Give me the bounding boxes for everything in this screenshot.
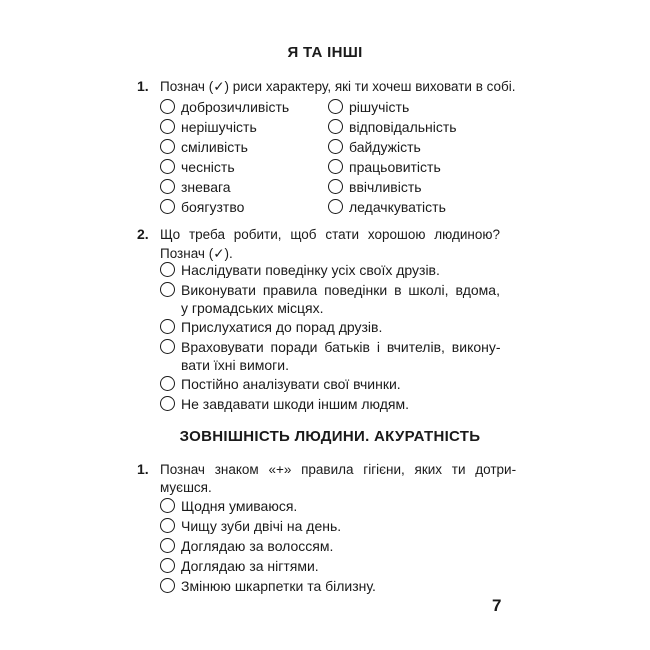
checkbox-circle-icon[interactable] xyxy=(160,159,175,174)
checkbox-circle-icon[interactable] xyxy=(328,199,343,214)
checkbox-circle-icon[interactable] xyxy=(160,319,175,334)
checkbox-circle-icon[interactable] xyxy=(160,538,175,553)
checkbox-circle-icon[interactable] xyxy=(160,99,175,114)
option-laziness[interactable]: ледачкуватість xyxy=(328,197,446,217)
option-follow-rules[interactable]: Виконувати правила поведінки в школі, вдома, xyxy=(160,280,500,300)
option-courage[interactable]: сміливість xyxy=(160,137,248,157)
option-honesty[interactable]: чесність xyxy=(160,157,235,177)
option-imitate-friends[interactable]: Наслідувати поведінку усіх своїх друзів. xyxy=(160,260,440,280)
checkbox-circle-icon[interactable] xyxy=(160,518,175,533)
option-hair-care[interactable]: Доглядаю за волоссям. xyxy=(160,536,333,556)
checkbox-circle-icon[interactable] xyxy=(328,159,343,174)
checkbox-circle-icon[interactable] xyxy=(328,119,343,134)
checkbox-circle-icon[interactable] xyxy=(160,578,175,593)
option-listen-friends[interactable]: Прислухатися до порад друзів. xyxy=(160,317,382,337)
option-contempt[interactable]: зневага xyxy=(160,177,231,197)
checkbox-circle-icon[interactable] xyxy=(160,339,175,354)
option-do-no-harm[interactable]: Не завдавати шкоди іншим людям. xyxy=(160,394,409,414)
question-text-line: Познач (✓). xyxy=(160,246,233,261)
checkbox-circle-icon[interactable] xyxy=(328,99,343,114)
checkbox-circle-icon[interactable] xyxy=(328,179,343,194)
checkbox-circle-icon[interactable] xyxy=(160,558,175,573)
option-responsibility[interactable]: відповідальність xyxy=(328,117,457,137)
checkbox-circle-icon[interactable] xyxy=(160,396,175,411)
question-number: 2. xyxy=(137,226,149,242)
option-politeness[interactable]: ввічливість xyxy=(328,177,422,197)
option-brush-teeth[interactable]: Чищу зуби двічі на день. xyxy=(160,516,341,536)
question-number: 1. xyxy=(137,78,149,94)
question-text-line: Познач знаком «+» правила гігієни, яких ти дотри- xyxy=(160,462,517,477)
checkbox-circle-icon[interactable] xyxy=(160,179,175,194)
option-nail-care[interactable]: Доглядаю за нігтями. xyxy=(160,556,319,576)
option-wash-daily[interactable]: Щодня умиваюся. xyxy=(160,496,297,516)
section-title-appearance-neatness: ЗОВНІШНІСТЬ ЛЮДИНИ. АКУРАТНІСТЬ xyxy=(179,428,481,445)
option-kindness[interactable]: доброзичливість xyxy=(160,97,289,117)
option-cowardice[interactable]: боягузтво xyxy=(160,197,244,217)
checkbox-circle-icon[interactable] xyxy=(160,498,175,513)
option-diligence[interactable]: працьовитість xyxy=(328,157,441,177)
option-follow-rules-continued: у громадських місцях. xyxy=(181,300,324,316)
checkbox-circle-icon[interactable] xyxy=(160,282,175,297)
checkbox-circle-icon[interactable] xyxy=(160,119,175,134)
option-change-socks[interactable]: Змінюю шкарпетки та білизну. xyxy=(160,576,376,596)
checkbox-circle-icon[interactable] xyxy=(160,139,175,154)
option-parents-teachers-advice[interactable]: Враховувати поради батьків і вчителів, викону- xyxy=(160,337,501,357)
question-text-line: Що треба робити, щоб стати хорошою людиною? xyxy=(160,227,500,242)
checkbox-circle-icon[interactable] xyxy=(160,376,175,391)
question-text: Познач (✓) риси характеру, які ти хочеш виховати в собі. xyxy=(160,79,516,94)
page-number: 7 xyxy=(492,596,502,615)
option-indifference[interactable]: байдужість xyxy=(328,137,421,157)
checkbox-circle-icon[interactable] xyxy=(160,199,175,214)
option-analyze-actions[interactable]: Постійно аналізувати свої вчинки. xyxy=(160,374,401,394)
checkbox-circle-icon[interactable] xyxy=(328,139,343,154)
question-text-line: муєшся. xyxy=(160,480,212,495)
question-number: 1. xyxy=(137,461,149,477)
option-parents-teachers-advice-continued: вати їхні вимоги. xyxy=(181,357,289,373)
checkbox-circle-icon[interactable] xyxy=(160,262,175,277)
option-decisiveness[interactable]: рішучість xyxy=(328,97,409,117)
section-title-me-and-others: Я ТА ІНШІ xyxy=(287,44,363,61)
option-indecisiveness[interactable]: нерішучість xyxy=(160,117,257,137)
